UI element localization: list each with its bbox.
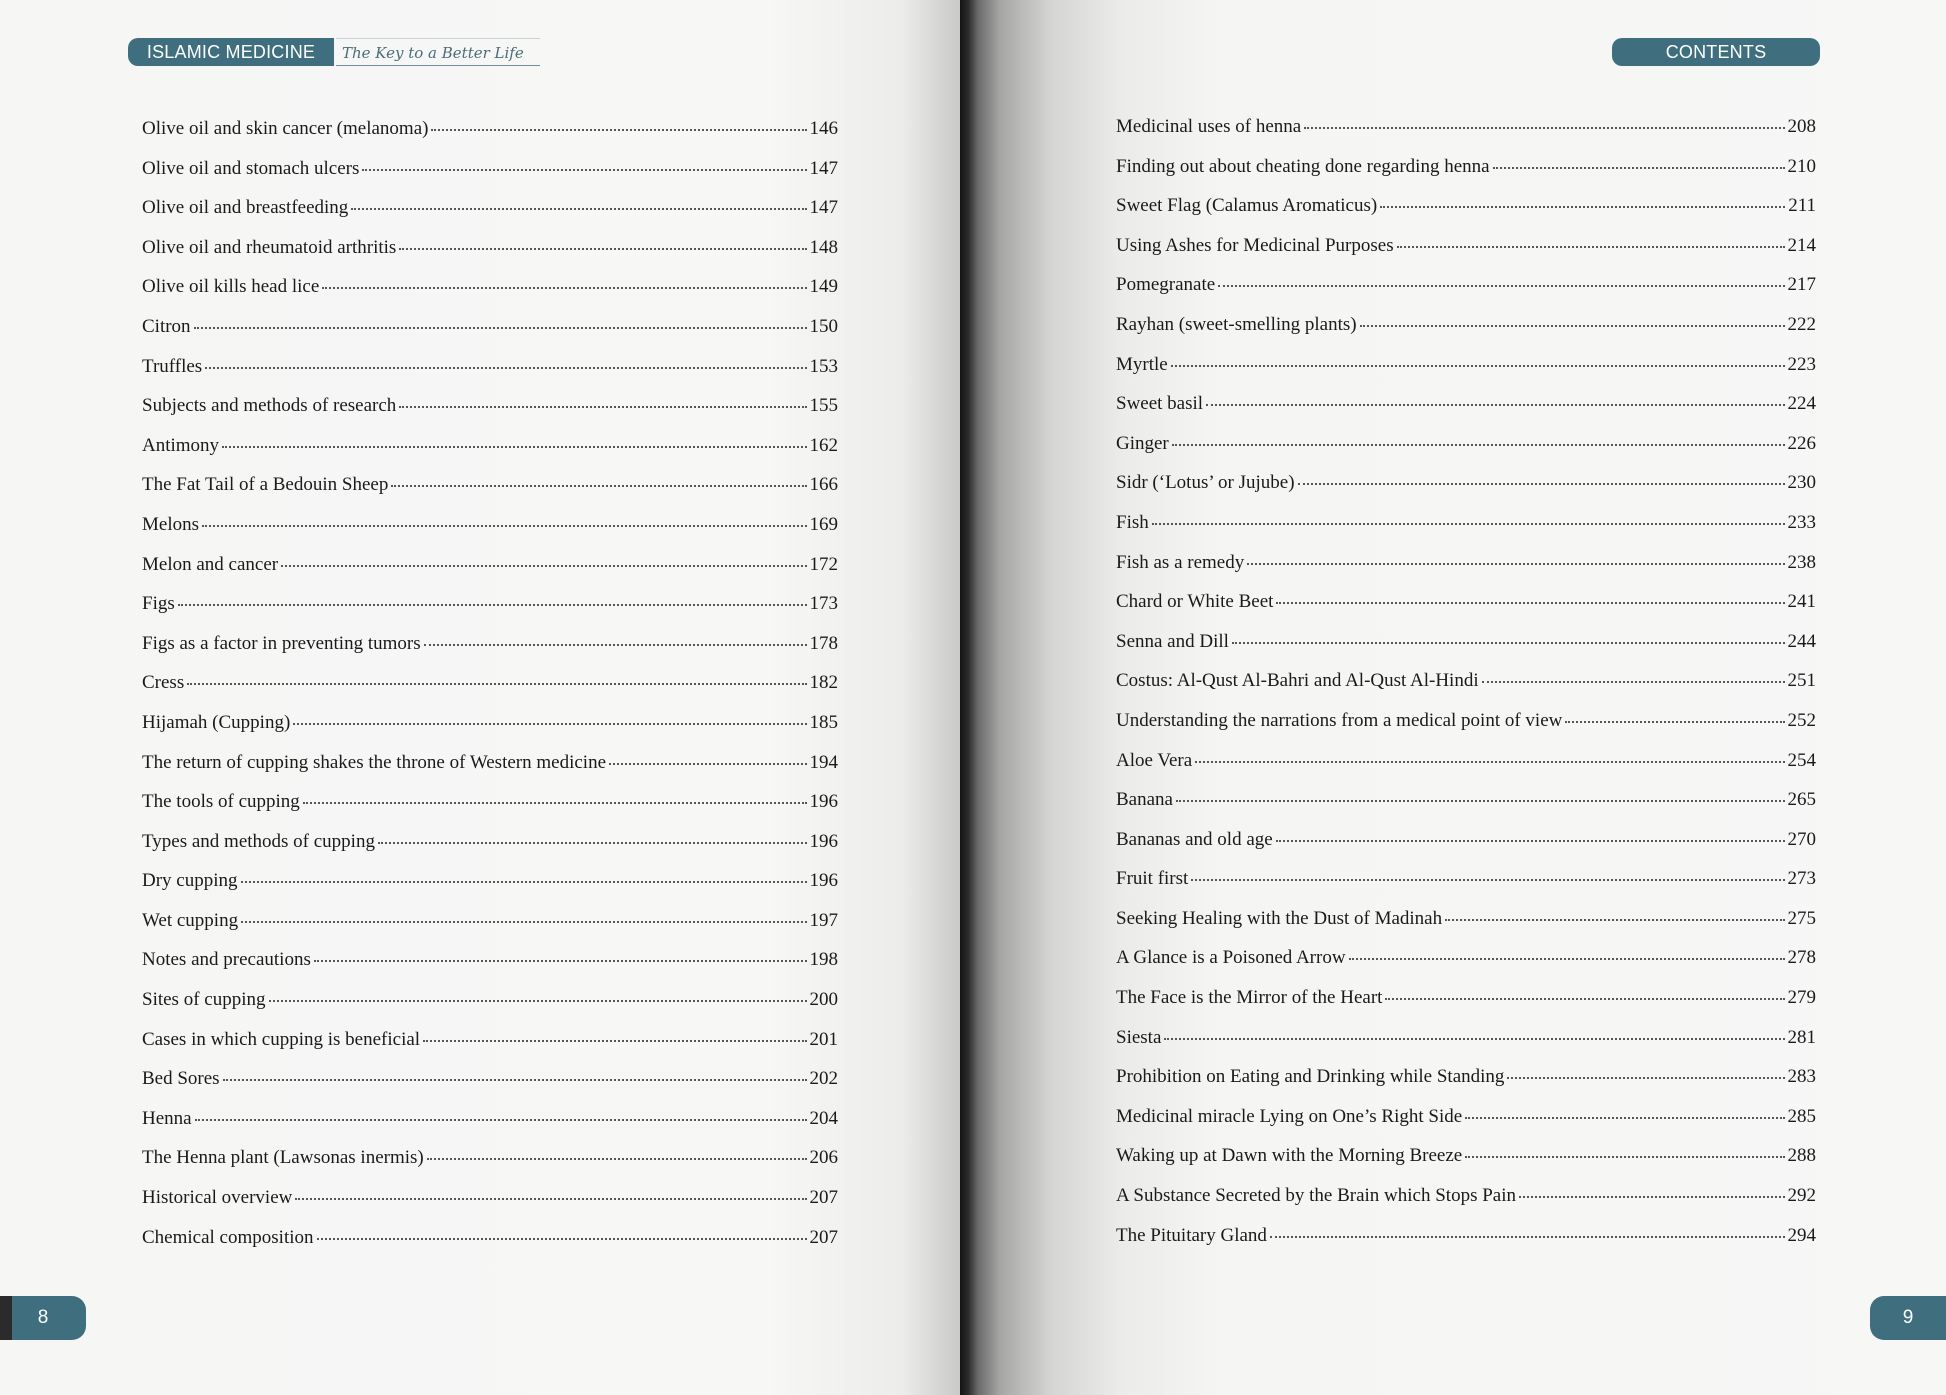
toc-entry-page-number: 254 (1787, 749, 1816, 771)
toc-entry-page-number: 196 (809, 870, 838, 892)
toc-entry (142, 237, 838, 277)
dot-leader (1276, 839, 1785, 842)
toc-entry-page-number: 285 (1787, 1105, 1816, 1127)
toc-entry-title: Melon and cancer (142, 553, 279, 575)
toc-entry-page-number: 197 (809, 909, 838, 931)
dot-leader (1385, 997, 1784, 1000)
toc-entry-title: Antimony (142, 434, 220, 456)
toc-entry (142, 1108, 838, 1148)
toc-entry-title: Henna (142, 1107, 192, 1129)
dot-leader (187, 682, 806, 685)
toc-entry-title: Ginger (1116, 432, 1169, 454)
toc-entry-page-number: 162 (809, 434, 838, 456)
toc-entry (1116, 987, 1816, 1027)
toc-entry (1116, 829, 1816, 869)
toc-entry (1116, 750, 1816, 790)
toc-entry-title: Aloe Vera (1116, 749, 1193, 771)
toc-entry-page-number: 244 (1787, 630, 1816, 652)
toc-entry-page-number: 185 (809, 711, 838, 733)
dot-leader (1519, 1195, 1785, 1198)
dot-leader (1565, 720, 1784, 723)
toc-entry-title: Truffles (142, 355, 203, 377)
toc-entry (142, 949, 838, 989)
page-number-right: 9 (1870, 1296, 1946, 1340)
dot-leader (293, 722, 806, 725)
toc-entry-title: Olive oil kills head lice (142, 276, 320, 298)
toc-entry-page-number: 278 (1787, 947, 1816, 969)
toc-entry-page-number: 196 (809, 830, 838, 852)
dot-leader (241, 920, 806, 923)
toc-list-left (142, 118, 838, 1266)
toc-entry (1116, 1106, 1816, 1146)
toc-entry-page-number: 241 (1787, 591, 1816, 613)
toc-entry-title: Siesta (1116, 1026, 1162, 1048)
toc-entry-page-number: 224 (1787, 393, 1816, 415)
toc-entry-page-number: 148 (809, 236, 838, 258)
toc-entry (1116, 393, 1816, 433)
dot-leader (1247, 562, 1784, 565)
toc-entry-title: Sweet basil (1116, 393, 1204, 415)
toc-entry-title: Finding out about cheating done regarding henna (1116, 155, 1490, 177)
toc-entry-page-number: 204 (809, 1107, 838, 1129)
toc-entry (142, 791, 838, 831)
toc-entry-title: Wet cupping (142, 909, 239, 931)
dot-leader (205, 366, 806, 369)
dot-leader (1482, 680, 1785, 683)
toc-entry-page-number: 169 (809, 513, 838, 535)
toc-entry-title: Figs (142, 593, 175, 615)
toc-entry-page-number: 198 (809, 949, 838, 971)
toc-entry-title: Fish as a remedy (1116, 551, 1245, 573)
toc-entry-page-number: 275 (1787, 907, 1816, 929)
toc-entry-page-number: 217 (1787, 274, 1816, 296)
toc-entry (1116, 789, 1816, 829)
dot-leader (1445, 918, 1784, 921)
toc-entry-page-number: 294 (1787, 1224, 1816, 1246)
toc-entry (142, 474, 838, 514)
toc-entry-page-number: 147 (809, 197, 838, 219)
toc-entry-title: Fruit first (1116, 868, 1189, 890)
toc-entry (1116, 354, 1816, 394)
toc-entry-title: The Henna plant (Lawsonas inermis) (142, 1147, 424, 1169)
toc-entry (1116, 552, 1816, 592)
toc-entry (142, 593, 838, 633)
toc-entry-page-number: 210 (1787, 155, 1816, 177)
toc-entry-title: Melons (142, 513, 199, 535)
dot-leader (178, 603, 807, 606)
toc-entry-title: Citron (142, 315, 191, 337)
toc-entry (1116, 472, 1816, 512)
toc-entry-title: Seeking Healing with the Dust of Madinah (1116, 907, 1443, 929)
dot-leader (1195, 760, 1784, 763)
dot-leader (424, 643, 807, 646)
dot-leader (1270, 1235, 1785, 1238)
toc-entry-page-number: 150 (809, 315, 838, 337)
dot-leader (295, 1197, 806, 1200)
toc-entry (142, 1068, 838, 1108)
toc-entry-page-number: 270 (1787, 828, 1816, 850)
toc-entry-page-number: 233 (1787, 511, 1816, 533)
book-title-header: ISLAMIC MEDICINE (128, 38, 334, 66)
toc-list-right (1116, 116, 1816, 1264)
dot-leader (1206, 403, 1784, 406)
toc-entry (142, 554, 838, 594)
toc-entry-page-number: 201 (809, 1028, 838, 1050)
toc-entry-title: Cress (142, 672, 185, 694)
toc-entry (1116, 1066, 1816, 1106)
toc-entry-title: Using Ashes for Medicinal Purposes (1116, 234, 1394, 256)
toc-entry-page-number: 252 (1787, 709, 1816, 731)
dot-leader (1171, 364, 1785, 367)
toc-entry-title: Myrtle (1116, 353, 1168, 375)
book-tagline: The Key to a Better Life (336, 38, 540, 66)
toc-entry (142, 831, 838, 871)
toc-entry-page-number: 146 (809, 118, 838, 139)
dot-leader (351, 207, 806, 210)
toc-entry-title: Sweet Flag (Calamus Aromaticus) (1116, 195, 1378, 217)
toc-entry-title: Olive oil and rheumatoid arthritis (142, 236, 397, 258)
toc-entry-title: The return of cupping shakes the throne of Western medicine (142, 751, 606, 773)
dot-leader (1465, 1116, 1784, 1119)
toc-entry-page-number: 207 (809, 1187, 838, 1209)
toc-entry-title: A Glance is a Poisoned Arrow (1116, 947, 1346, 969)
toc-entry-page-number: 207 (809, 1226, 838, 1248)
toc-entry-page-number: 173 (809, 593, 838, 615)
dot-leader (1304, 126, 1784, 129)
toc-entry (142, 316, 838, 356)
toc-entry-title: A Substance Secreted by the Brain which Stops Pain (1116, 1185, 1516, 1207)
toc-entry (142, 1147, 838, 1187)
toc-entry-title: The Face is the Mirror of the Heart (1116, 987, 1383, 1009)
toc-entry (1116, 1027, 1816, 1067)
toc-entry (1116, 1145, 1816, 1185)
toc-entry-page-number: 178 (809, 632, 838, 654)
toc-entry (142, 752, 838, 792)
toc-entry-title: Chemical composition (142, 1226, 314, 1248)
dot-leader (378, 841, 807, 844)
dot-leader (314, 959, 807, 962)
dot-leader (194, 326, 807, 329)
toc-entry (142, 1029, 838, 1069)
toc-entry (1116, 947, 1816, 987)
toc-entry (142, 356, 838, 396)
toc-entry-title: Bananas and old age (1116, 828, 1273, 850)
dot-leader (281, 564, 806, 567)
toc-entry-title: Pomegranate (1116, 274, 1216, 296)
dot-leader (1397, 245, 1785, 248)
toc-entry-page-number: 208 (1787, 116, 1816, 137)
right-page (960, 0, 1946, 1395)
dot-leader (241, 880, 807, 883)
dot-leader (317, 1237, 807, 1240)
dot-leader (1176, 799, 1785, 802)
toc-entry-title: Cases in which cupping is beneficial (142, 1028, 421, 1050)
toc-entry-page-number: 182 (809, 672, 838, 694)
toc-entry (1116, 1225, 1816, 1265)
dot-leader (1152, 522, 1785, 525)
dot-leader (269, 999, 807, 1002)
toc-entry (142, 1227, 838, 1267)
toc-entry (142, 1187, 838, 1227)
toc-entry (142, 276, 838, 316)
dot-leader (1507, 1076, 1784, 1079)
toc-entry-page-number: 273 (1787, 868, 1816, 890)
dot-leader (1191, 878, 1784, 881)
toc-entry-page-number: 226 (1787, 432, 1816, 454)
toc-entry-title: Costus: Al-Qust Al-Bahri and Al-Qust Al-Hindi (1116, 670, 1479, 692)
dot-leader (427, 1157, 807, 1160)
dot-leader (1172, 443, 1785, 446)
toc-entry (142, 989, 838, 1029)
dot-leader (1276, 601, 1784, 604)
dot-leader (399, 247, 806, 250)
toc-entry-page-number: 265 (1787, 789, 1816, 811)
toc-entry-page-number: 279 (1787, 987, 1816, 1009)
toc-entry-title: The Pituitary Gland (1116, 1224, 1267, 1246)
toc-entry-page-number: 153 (809, 355, 838, 377)
toc-entry-page-number: 194 (809, 751, 838, 773)
toc-entry (1116, 512, 1816, 552)
toc-entry-title: Dry cupping (142, 870, 238, 892)
toc-entry-page-number: 283 (1787, 1066, 1816, 1088)
dot-leader (1349, 957, 1785, 960)
toc-entry (1116, 433, 1816, 473)
toc-entry-title: The tools of cupping (142, 791, 300, 813)
toc-entry-page-number: 149 (809, 276, 838, 298)
toc-entry (142, 118, 838, 158)
dot-leader (222, 445, 806, 448)
toc-entry-title: Waking up at Dawn with the Morning Breeze (1116, 1145, 1463, 1167)
dot-leader (303, 801, 807, 804)
toc-entry (142, 712, 838, 752)
toc-entry-page-number: 147 (809, 157, 838, 179)
toc-entry (142, 910, 838, 950)
dot-leader (431, 128, 806, 131)
toc-entry-title: Prohibition on Eating and Drinking while Standing (1116, 1066, 1505, 1088)
dot-leader (1465, 1155, 1784, 1158)
dot-leader (1380, 205, 1785, 208)
dot-leader (202, 524, 807, 527)
toc-entry (142, 158, 838, 198)
toc-entry-page-number: 230 (1787, 472, 1816, 494)
toc-entry (1116, 116, 1816, 156)
toc-entry (1116, 195, 1816, 235)
toc-entry-page-number: 196 (809, 791, 838, 813)
toc-entry-title: Rayhan (sweet-smelling plants) (1116, 313, 1357, 335)
toc-entry (1116, 631, 1816, 671)
toc-entry (142, 633, 838, 673)
toc-entry-title: Banana (1116, 789, 1173, 811)
toc-entry (1116, 908, 1816, 948)
toc-entry-title: Understanding the narrations from a medical point of view (1116, 709, 1563, 731)
toc-entry (1116, 314, 1816, 354)
toc-entry-title: Figs as a factor in preventing tumors (142, 632, 421, 654)
toc-entry-title: Medicinal miracle Lying on One’s Right Side (1116, 1105, 1463, 1127)
contents-header: CONTENTS (1612, 38, 1820, 66)
toc-entry (1116, 670, 1816, 710)
toc-entry-page-number: 222 (1787, 313, 1816, 335)
toc-entry-page-number: 166 (809, 474, 838, 496)
toc-entry (1116, 274, 1816, 314)
toc-entry-page-number: 211 (1788, 195, 1816, 217)
toc-entry (1116, 235, 1816, 275)
left-page (0, 0, 960, 1395)
toc-entry-title: The Fat Tail of a Bedouin Sheep (142, 474, 389, 496)
toc-entry-page-number: 202 (809, 1068, 838, 1090)
toc-entry-title: Sidr (‘Lotus’ or Jujube) (1116, 472, 1295, 494)
dot-leader (223, 1078, 807, 1081)
toc-entry-page-number: 288 (1787, 1145, 1816, 1167)
toc-entry-page-number: 206 (809, 1147, 838, 1169)
toc-entry-title: Medicinal uses of henna (1116, 116, 1302, 137)
toc-entry-title: Sites of cupping (142, 989, 266, 1011)
toc-entry-page-number: 155 (809, 395, 838, 417)
toc-entry (142, 870, 838, 910)
dot-leader (423, 1039, 806, 1042)
toc-entry-page-number: 281 (1787, 1026, 1816, 1048)
toc-entry (142, 672, 838, 712)
page-number-left: 8 (0, 1296, 86, 1340)
toc-entry-title: Olive oil and breastfeeding (142, 197, 349, 219)
dot-leader (391, 484, 806, 487)
toc-entry-title: Notes and precautions (142, 949, 311, 971)
toc-entry-title: Types and methods of cupping (142, 830, 375, 852)
toc-entry (1116, 868, 1816, 908)
toc-entry-title: Senna and Dill (1116, 630, 1229, 652)
toc-entry (1116, 591, 1816, 631)
toc-entry-page-number: 200 (809, 989, 838, 1011)
toc-entry-title: Olive oil and skin cancer (melanoma) (142, 118, 429, 139)
dot-leader (1360, 324, 1785, 327)
toc-entry-title: Fish (1116, 511, 1149, 533)
toc-entry-page-number: 292 (1787, 1185, 1816, 1207)
toc-entry (142, 514, 838, 554)
toc-entry-title: Historical overview (142, 1187, 293, 1209)
dot-leader (1298, 482, 1785, 485)
toc-entry-page-number: 223 (1787, 353, 1816, 375)
toc-entry-title: Olive oil and stomach ulcers (142, 157, 360, 179)
dot-leader (362, 168, 806, 171)
dot-leader (609, 762, 807, 765)
toc-entry-page-number: 214 (1787, 234, 1816, 256)
toc-entry (1116, 156, 1816, 196)
toc-entry-page-number: 251 (1787, 670, 1816, 692)
toc-entry (1116, 710, 1816, 750)
dot-leader (195, 1118, 807, 1121)
dot-leader (399, 405, 806, 408)
toc-entry-title: Hijamah (Cupping) (142, 711, 291, 733)
dot-leader (1232, 641, 1785, 644)
toc-entry (142, 395, 838, 435)
toc-entry-title: Subjects and methods of research (142, 395, 397, 417)
toc-entry-page-number: 172 (809, 553, 838, 575)
toc-entry (1116, 1185, 1816, 1225)
dot-leader (322, 286, 806, 289)
toc-entry-page-number: 238 (1787, 551, 1816, 573)
toc-entry (142, 197, 838, 237)
dot-leader (1493, 166, 1785, 169)
toc-entry-title: Bed Sores (142, 1068, 220, 1090)
dot-leader (1164, 1037, 1784, 1040)
toc-entry-title: Chard or White Beet (1116, 591, 1274, 613)
toc-entry (142, 435, 838, 475)
dot-leader (1218, 284, 1784, 287)
